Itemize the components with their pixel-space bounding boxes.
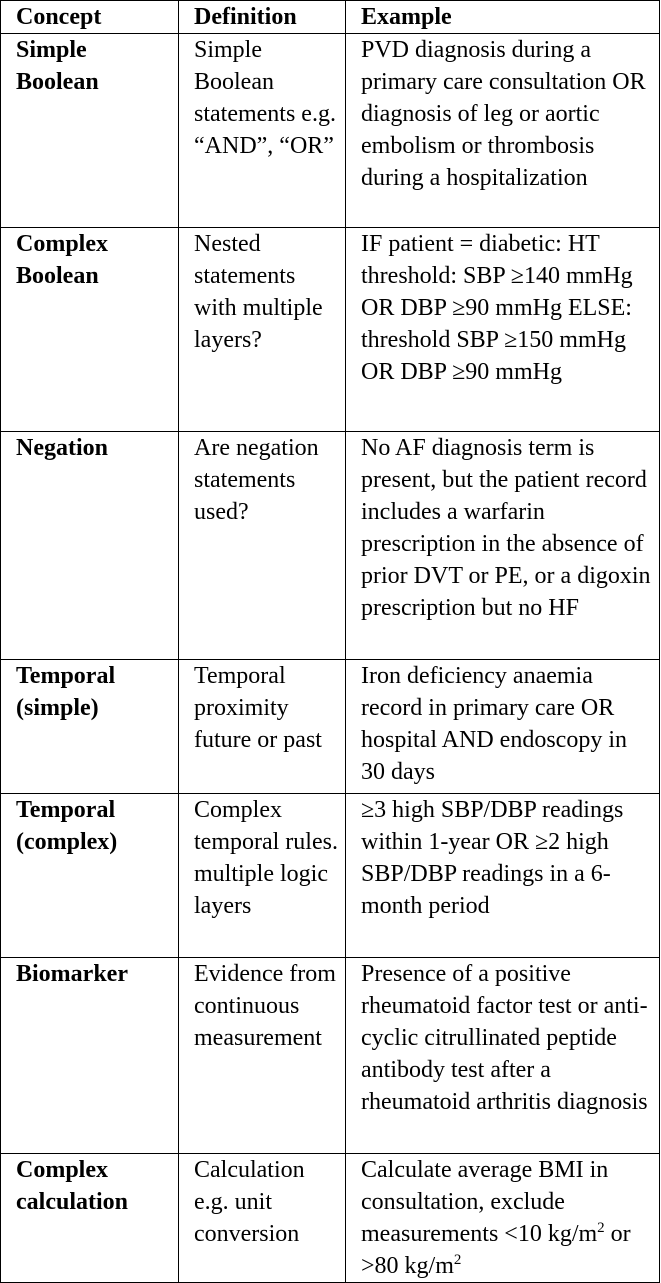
table-row (1, 958, 660, 1154)
concept-cell: Biomarker (1, 958, 179, 1154)
table-row (1, 432, 660, 660)
example-cell: Iron deficiency anaemia record in primary care OR hospital AND endoscopy in 30 days (346, 660, 660, 794)
example-text: or >80 kg/m (361, 1221, 631, 1279)
concept-cell: Temporal (simple) (1, 660, 179, 794)
header-example: Example (346, 1, 660, 34)
superscript: 2 (597, 1220, 605, 1236)
table-row (1, 1154, 660, 1283)
header-definition: Definition (179, 1, 346, 34)
definition-cell: Temporal proximity future or past (179, 660, 346, 794)
definition-cell: Nested statements with multiple layers? (179, 228, 346, 432)
definition-cell: Simple Boolean statements e.g. “AND”, “OR” (179, 34, 346, 228)
definition-cell: Are negation statements used? (179, 432, 346, 660)
example-cell: PVD diagnosis during a primary care consultation OR diagnosis of leg or aortic embolism or thrombosis during a hospitalization (346, 34, 660, 228)
header-concept: Concept (1, 1, 179, 34)
table-row (1, 34, 660, 228)
table-row (1, 794, 660, 958)
example-text: Calculate average BMI in consultation, exclude measurements <10 kg/m (361, 1157, 609, 1247)
example-cell: IF patient = diabetic: HT threshold: SBP ≥140 mmHg OR DBP ≥90 mmHg ELSE: threshold SBP ≥150 mmHg OR DBP ≥90 mmHg (346, 228, 660, 432)
concept-cell: Simple Boolean (1, 34, 179, 228)
concept-cell: Negation (1, 432, 179, 660)
example-cell (346, 1154, 660, 1283)
concept-cell: Complex Boolean (1, 228, 179, 432)
example-cell: No AF diagnosis term is present, but the patient record includes a warfarin prescription in the absence of prior DVT or PE, or a digoxin prescription but no HF (346, 432, 660, 660)
table-row (1, 660, 660, 794)
concept-cell: Complex calculation (1, 1154, 179, 1283)
superscript: 2 (453, 1252, 462, 1268)
header-row (1, 1, 660, 34)
definition-cell: Evidence from continuous measurement (179, 958, 346, 1154)
example-cell: Presence of a positive rheumatoid factor test or anti-cyclic citrullinated peptide antibody test after a rheumatoid arthritis diagnosis (346, 958, 660, 1154)
concept-cell: Temporal (complex) (1, 794, 179, 958)
table-row (1, 228, 660, 432)
definition-cell: Complex temporal rules. multiple logic layers (179, 794, 346, 958)
example-cell: ≥3 high SBP/DBP readings within 1-year OR ≥2 high SBP/DBP readings in a 6-month period (346, 794, 660, 958)
definition-cell: Calculation e.g. unit conversion (179, 1154, 346, 1283)
